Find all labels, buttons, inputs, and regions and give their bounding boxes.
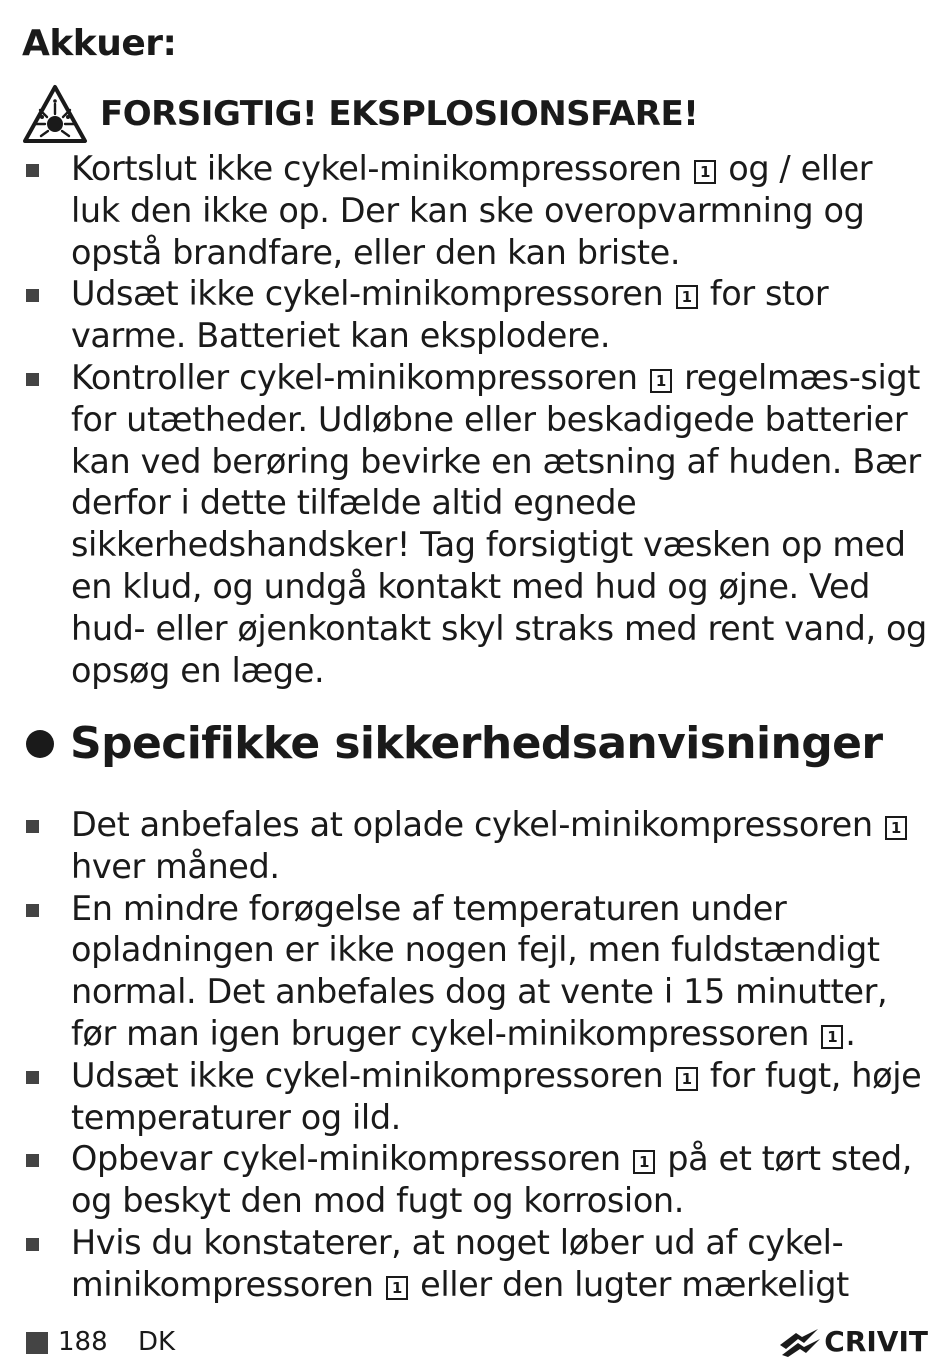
warning-list [0,148,950,691]
bullet-square-icon [26,904,39,917]
bullet-square-icon [26,1154,39,1167]
list-item: Udsæt ikke cykel-minikompressoren 1 for fugt, høje temperaturer og ild. [0,1055,950,1139]
list-item: Kortslut ikke cykel-minikompressoren 1 og / eller luk den ikke op. Der kan ske overopvarmning og opstå brandfare, eller den kan briste. [0,148,950,273]
part-number-ref: 1 [694,160,716,184]
section-header [26,714,882,774]
part-number-ref: 1 [885,816,907,840]
part-number-ref: 1 [821,1025,843,1049]
page-number: 188 [58,1327,108,1357]
bullet-square-icon [26,289,39,302]
bullet-square-icon [26,164,39,177]
list-item: Kontroller cykel-minikompressoren 1 regelmæs-sigt for utætheder. Udløbne eller beskadigede batterier kan ved berøring bevirke en ætsning af huden. Bær derfor i dette tilfælde altid egnede sikkerhedshandsker! Tag forsigtigt væsken op med en klud, og undgå kontakt med hud og øjne. Ved hud- eller øjenkontakt skyl straks med rent vand, og opsøg en læge. [0,357,950,691]
part-number-ref: 1 [676,285,698,309]
bullet-square-icon [26,1071,39,1084]
instruction-list [0,804,950,1306]
language-code: DK [138,1327,176,1357]
part-number-ref: 1 [676,1067,698,1091]
bullet-dot-icon [26,730,54,758]
part-number-ref: 1 [386,1276,408,1300]
page-footer [0,1322,950,1362]
list-item: Det anbefales at oplade cykel-minikompressoren 1 hver måned. [0,804,950,888]
explosion-warning-icon [22,84,88,144]
part-number-ref: 1 [650,369,672,393]
bullet-square-icon [26,373,39,386]
list-item: En mindre forøgelse af temperaturen under opladningen er ikke nogen fejl, men fuldstændigt normal. Det anbefales dog at vente i 15 minutter, før man igen bruger cykel-minikompressoren 1 . [0,888,950,1055]
explosion-warning [22,84,698,144]
bullet-square-icon [26,820,39,833]
bullet-square-icon [26,1238,39,1251]
section-title: Specifikke sikkerhedsanvisninger [70,718,883,769]
warning-title: FORSIGTIG! EKSPLOSIONSFARE! [100,94,699,134]
brand-swoosh-icon [778,1327,822,1357]
part-number-ref: 1 [633,1150,655,1174]
footer-square-icon [26,1332,48,1354]
brand-name: CRIVIT [824,1325,928,1358]
brand-logo [778,1324,928,1360]
list-item: Udsæt ikke cykel-minikompressoren 1 for stor varme. Batteriet kan eksplodere. [0,273,950,357]
section-heading-akkuer: Akkuer: [22,23,177,64]
list-item: Hvis du konstaterer, at noget løber ud af cykel-minikompressoren 1 eller den lugter mærkeligt [0,1222,950,1306]
list-item: Opbevar cykel-minikompressoren 1 på et tørt sted, og beskyt den mod fugt og korrosion. [0,1138,950,1222]
